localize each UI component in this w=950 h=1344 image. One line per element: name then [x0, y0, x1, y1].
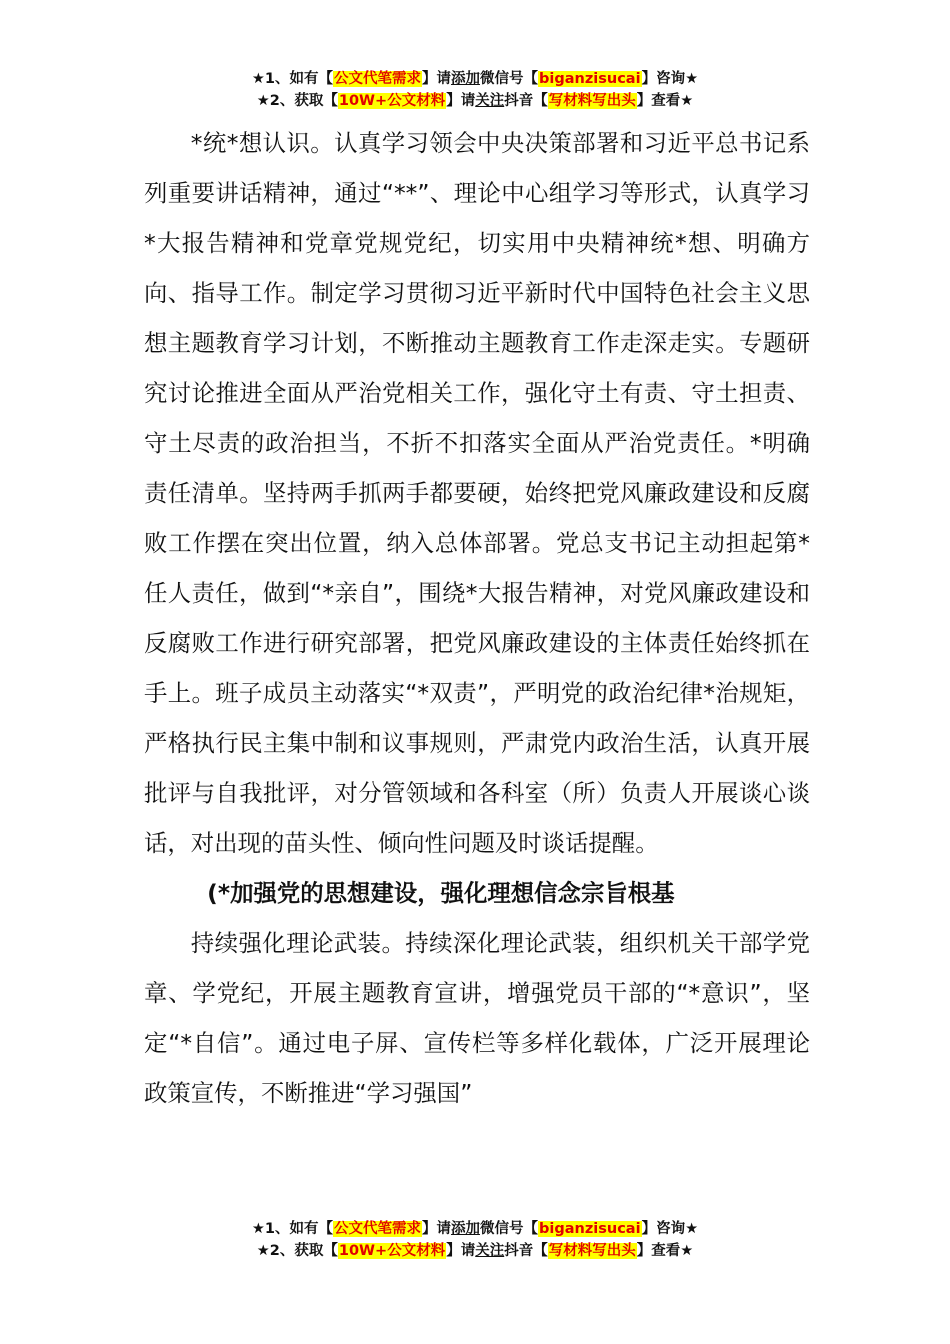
promo-text: 】咨询★ [641, 71, 699, 87]
promo-text: ★2、获取【 [256, 1243, 338, 1259]
promo-text: 抖音【 [504, 1243, 548, 1259]
promo-text: 微信号【 [480, 71, 539, 87]
promo-text: 】咨询★ [641, 1221, 699, 1237]
paragraph-1: *统*想认识。认真学习领会中央决策部署和习近平总书记系列重要讲话精神，通过“**”、理论中心组学习等形式，认真学习*大报告精神和党章党规党纪，切实用中央精神统*想、明确方向、指导工作。制定学习贯彻习近平新时代中国特色社会主义思想主题教育学习计划，不断推动主题教育工作走深走实。专题研究讨论推进全面从严治党相关工作，强化守土有责、守土担责、守土尽责的政治担当，不折不扣落实全面从严治党责任。*明确责任清单。坚持两手抓两手都要硬，始终把党风廉政建设和反腐败工作摆在突出位置，纳入总体部署。党总支书记主动担起第*任人责任，做到“*亲自”，围绕*大报告精神，对党风廉政建设和反腐败工作进行研究部署，把党风廉政建设的主体责任始终抓在手上。班子成员主动落实“*双责”，严明党的政治纪律*治规矩，严格执行民主集中制和议事规则，严肃党内政治生活，认真开展批评与自我批评，对分管领域和各科室（所）负责人开展谈心谈话，对出现的苗头性、倾向性问题及时谈话提醒。 [144, 129, 810, 857]
promo-text: ★1、如有【 [251, 1221, 334, 1237]
promo-text: 】请 [422, 71, 452, 87]
promo-emphasis: 关注 [475, 1243, 505, 1259]
promo-text: 】查看★ [636, 93, 694, 109]
promo-highlight: 10W+公文材料 [338, 1243, 446, 1259]
promo-text: ★2、获取【 [256, 93, 338, 109]
promo-emphasis: 添加 [451, 71, 481, 87]
promo-highlight: 写材料写出头 [548, 1243, 636, 1259]
promo-highlight: 公文代笔需求 [334, 1221, 422, 1237]
document-body [144, 118, 810, 1118]
promo-highlight: 10W+公文材料 [338, 93, 446, 109]
promo-highlight: 公文代笔需求 [334, 71, 422, 87]
promo-text: 】查看★ [636, 1243, 694, 1259]
promo-line-2 [0, 90, 950, 112]
promo-footer [0, 1218, 950, 1262]
promo-highlight: biganzisucai [539, 71, 641, 87]
section-heading: (*加强党的思想建设，强化理想信念宗旨根基 [207, 879, 675, 907]
promo-line-1 [0, 68, 950, 90]
promo-line-2 [0, 1240, 950, 1262]
promo-text: 微信号【 [480, 1221, 539, 1237]
promo-text: ★1、如有【 [251, 71, 334, 87]
promo-text: 抖音【 [504, 93, 548, 109]
promo-text: 】请 [446, 93, 476, 109]
promo-text: 】请 [446, 1243, 476, 1259]
promo-highlight: 写材料写出头 [548, 93, 636, 109]
promo-emphasis: 添加 [451, 1221, 481, 1237]
paragraph-2: 持续强化理论武装。持续深化理论武装，组织机关干部学党章、学党纪，开展主题教育宣讲，增强党员干部的“*意识”，坚定“*自信”。通过电子屏、宣传栏等多样化载体，广泛开展理论政策宣传，不断推进“学习强国” [144, 929, 810, 1107]
promo-highlight: biganzisucai [539, 1221, 641, 1237]
promo-emphasis: 关注 [475, 93, 505, 109]
promo-text: 】请 [422, 1221, 452, 1237]
promo-line-1 [0, 1218, 950, 1240]
promo-header [0, 68, 950, 112]
